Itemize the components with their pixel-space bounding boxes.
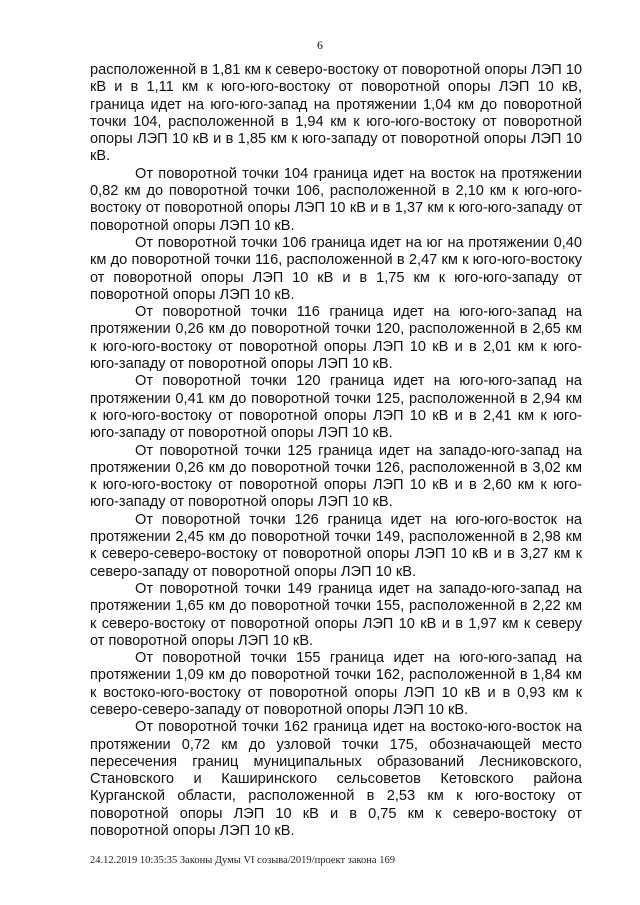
page-number: 6 (317, 38, 323, 52)
paragraph: От поворотной точки 155 граница идет на юго-юго-запад на протяжении 1,09 км до поворотной точки 162, расположенной в 1,84 км к востоко-юго-востоку от поворотной опоры ЛЭП 10 кВ и в 0,93 км к северо-северо-западу от поворотной опоры ЛЭП 10 кВ. (90, 650, 582, 718)
paragraph: От поворотной точки 162 граница идет на востоко-юго-восток на протяжении 0,72 км до узловой точки 175, обозначающей место пересечения границ муниципальных образований Лесниковского, Становского и Каширинского сельсоветов Кетовского района Курганской области, расположенной в 2,53 км к юго-востоку от поворотной опоры ЛЭП 10 кВ и в 0,75 км к северо-востоку от поворотной опоры ЛЭП 10 кВ. (90, 719, 582, 840)
document-body (90, 62, 582, 840)
paragraph: От поворотной точки 120 граница идет на юго-юго-запад на протяжении 0,41 км до поворотной точки 125, расположенной в 2,94 км к юго-юго-востоку от поворотной опоры ЛЭП 10 кВ и в 2,41 км к юго-юго-западу от поворотной опоры ЛЭП 10 кВ. (90, 373, 582, 442)
paragraph: От поворотной точки 116 граница идет на юго-юго-запад на протяжении 0,26 км до поворотной точки 120, расположенной в 2,65 км к юго-юго-востоку от поворотной опоры ЛЭП 10 кВ и в 2,01 км к юго-юго-западу от поворотной опоры ЛЭП 10 кВ. (90, 304, 582, 373)
paragraph: От поворотной точки 106 граница идет на юг на протяжении 0,40 км до поворотной точки 116, расположенной в 2,47 км к юго-юго-востоку от поворотной опоры ЛЭП 10 кВ и в 1,75 км к юго-юго-западу от поворотной опоры ЛЭП 10 кВ. (90, 234, 582, 303)
paragraph: расположенной в 1,81 км к северо-востоку от поворотной опоры ЛЭП 10 кВ и в 1,11 км к юго-юго-востоку от поворотной опоры ЛЭП 10 кВ, граница идет на юго-юго-запад на протяжении 1,04 км до поворотной точки 104, расположенной в 1,94 км к юго-юго-востоку от поворотной опоры ЛЭП 10 кВ и в 1,85 км к юго-западу от поворотной опоры ЛЭП 10 кВ. (90, 62, 582, 165)
paragraph: От поворотной точки 126 граница идет на юго-юго-восток на протяжении 2,45 км до поворотной точки 149, расположенной в 2,98 км к северо-северо-востоку от поворотной опоры ЛЭП 10 кВ и в 3,27 км к северо-западу от поворотной опоры ЛЭП 10 кВ. (90, 511, 582, 580)
paragraph: От поворотной точки 149 граница идет на западо-юго-запад на протяжении 1,65 км до поворотной точки 155, расположенной в 2,22 км к северо-востоку от поворотной опоры ЛЭП 10 кВ и в 1,97 км к северу от поворотной опоры ЛЭП 10 кВ. (90, 580, 582, 649)
paragraph: От поворотной точки 125 граница идет на западо-юго-запад на протяжении 0,26 км до поворотной точки 126, расположенной в 3,02 км к юго-юго-востоку от поворотной опоры ЛЭП 10 кВ и в 2,60 км к юго-юго-западу от поворотной опоры ЛЭП 10 кВ. (90, 442, 582, 511)
document-footer: 24.12.2019 10:35:35 Законы Думы VI созыва/2019/проект закона 169 (90, 855, 395, 866)
paragraph: От поворотной точки 104 граница идет на восток на протяжении 0,82 км до поворотной точки 106, расположенной в 2,10 км к юго-юго-востоку от поворотной опоры ЛЭП 10 кВ и в 1,37 км к юго-юго-западу от поворотной опоры ЛЭП 10 кВ. (90, 165, 582, 234)
